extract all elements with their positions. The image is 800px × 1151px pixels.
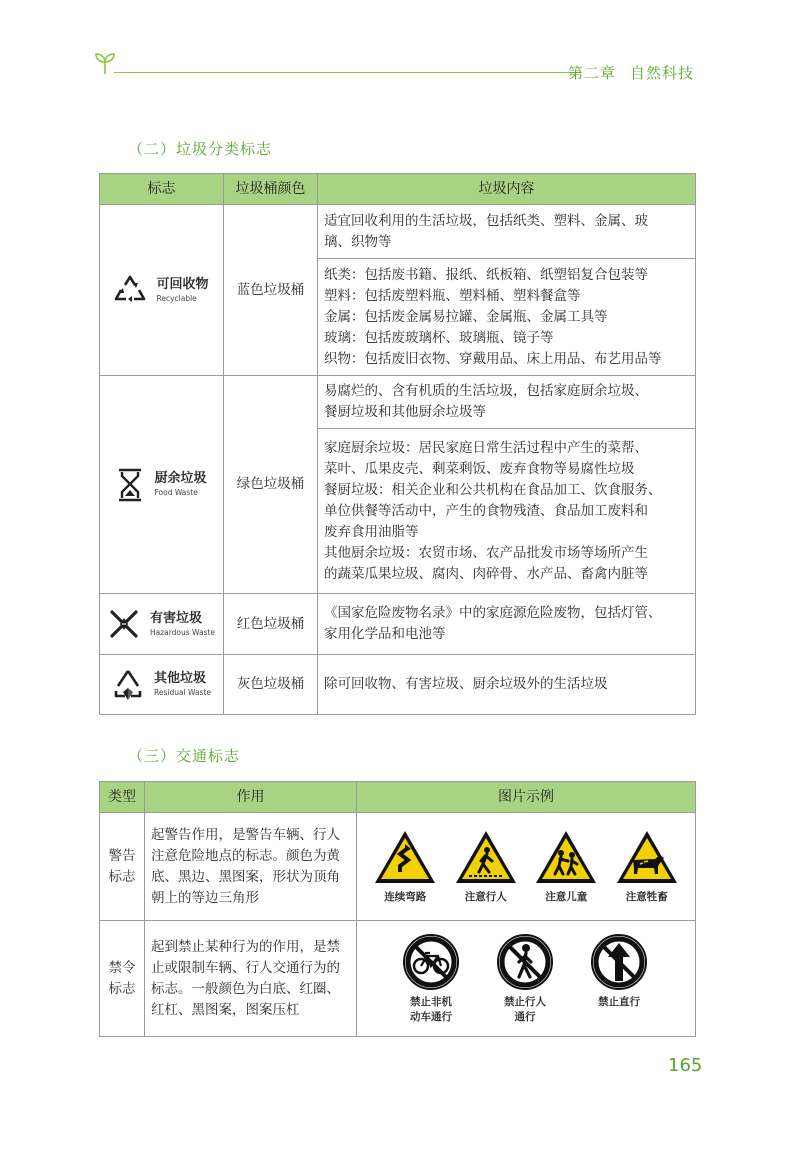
sign-cell xyxy=(100,376,224,594)
sign-example xyxy=(579,933,659,1010)
type-cell xyxy=(100,813,145,921)
sign-example xyxy=(485,933,565,1025)
type-cell xyxy=(100,921,145,1037)
bin-color-cell: 红色垃圾桶 xyxy=(224,594,318,655)
text-line: 其他厨余垃圾：农贸市场、农产品批发市场等场所产生 xyxy=(324,544,648,561)
table-row xyxy=(100,655,696,715)
col-header-function: 作用 xyxy=(145,782,357,813)
text-line: 塑料：包括废塑料瓶、塑料桶、塑料餐盒等 xyxy=(324,287,581,304)
detail-cell xyxy=(318,259,696,376)
sign-label xyxy=(504,995,546,1025)
sign-example xyxy=(526,828,606,905)
col-header-sign: 标志 xyxy=(100,174,224,205)
text-line: 标志 xyxy=(108,868,136,885)
summary-cell xyxy=(318,376,696,429)
examples-cell xyxy=(357,921,696,1037)
winding-road-warning-icon xyxy=(372,828,438,886)
sign-cell xyxy=(100,594,224,655)
hazardous-waste-icon xyxy=(108,608,140,640)
children-warning-icon xyxy=(533,828,599,886)
text-line: 标志。一般颜色为白底、红圈、 xyxy=(151,980,340,997)
table-row xyxy=(100,594,696,655)
text-line: 朝上的等边三角形 xyxy=(151,889,259,906)
sign-label: 注意儿童 xyxy=(545,891,588,903)
sign-example xyxy=(446,828,526,905)
sign-example xyxy=(607,828,687,905)
text-line: 单位供餐等活动中，产生的食物残渣、食品加工废料和 xyxy=(324,502,648,519)
text-line: 菜叶、瓜果皮壳、剩菜剩饭、废弃食物等易腐性垃圾 xyxy=(324,460,635,477)
text-line: 除可回收物、有害垃圾、厨余垃圾外的生活垃圾 xyxy=(324,676,608,692)
description-cell xyxy=(145,813,357,921)
table-row xyxy=(100,813,696,921)
sign-label: 注意行人 xyxy=(464,891,507,903)
table-header-row xyxy=(100,174,696,205)
text-line: 起到禁止某种行为的作用，是禁 xyxy=(151,938,340,955)
chapter-title: 自然科技 xyxy=(629,64,694,82)
text-line: 禁止非机 xyxy=(410,995,452,1008)
text-line: 《国家危险废物名录》中的家庭源危险废物，包括灯管、 xyxy=(324,605,662,621)
residual-waste-icon xyxy=(112,668,144,702)
text-line: 璃、织物等 xyxy=(324,233,392,250)
livestock-warning-icon xyxy=(614,828,680,886)
text-line: 禁令 xyxy=(108,959,136,976)
text-line: 止或限制车辆、行人交通行为的 xyxy=(151,959,340,976)
text-line: 适宜回收利用的生活垃圾，包括纸类、塑料、金属、玻 xyxy=(324,212,648,229)
text-line: 家用化学品和电池等 xyxy=(324,626,446,642)
waste-name: 厨余垃圾 xyxy=(154,471,207,486)
text-line: 标志 xyxy=(108,980,136,997)
section-title-waste: （二）垃圾分类标志 xyxy=(128,140,273,158)
text-line: 禁止行人 xyxy=(504,995,546,1008)
col-header-examples: 图片示例 xyxy=(357,782,696,813)
page-number: 165 xyxy=(668,1055,703,1076)
pedestrian-warning-icon xyxy=(453,828,519,886)
no-pedestrians-icon xyxy=(496,933,554,991)
sign-label xyxy=(598,995,640,1010)
no-straight-ahead-icon xyxy=(590,933,648,991)
chapter-number: 第二章 xyxy=(567,64,616,82)
sign-example xyxy=(365,828,445,905)
sign-cell xyxy=(100,655,224,715)
waste-name: 可回收物 xyxy=(156,276,209,292)
bin-color-cell: 灰色垃圾桶 xyxy=(224,655,318,715)
text-line: 玻璃：包括废玻璃杯、玻璃瓶、镜子等 xyxy=(324,329,554,346)
detail-cell xyxy=(318,429,696,594)
sign-cell xyxy=(100,205,224,376)
text-line: 底、黑边、黑图案，形状为顶角 xyxy=(151,868,340,885)
bin-color-cell: 蓝色垃圾桶 xyxy=(224,205,318,376)
text-line: 家庭厨余垃圾：居民家庭日常生活过程中产生的菜帮、 xyxy=(324,439,648,456)
bin-color-cell: 绿色垃圾桶 xyxy=(224,376,318,594)
sign-label: 注意牲畜 xyxy=(625,891,668,903)
text-line: 起警告作用，是警告车辆、行人 xyxy=(151,826,340,843)
text-line: 金属：包括废金属易拉罐、金属瓶、金属工具等 xyxy=(324,308,608,325)
text-line: 禁止直行 xyxy=(598,995,640,1008)
traffic-signs-table xyxy=(99,781,696,1037)
sign-example xyxy=(391,933,471,1025)
summary-cell xyxy=(318,655,696,715)
header-divider xyxy=(114,72,582,73)
page-header xyxy=(92,44,742,84)
waste-name-en: Recyclable xyxy=(156,293,197,303)
summary-cell xyxy=(318,205,696,259)
summary-cell xyxy=(318,594,696,655)
waste-name-en: Residual Waste xyxy=(153,688,212,697)
section-title-traffic: （三）交通标志 xyxy=(128,747,241,765)
text-line: 注意危险地点的标志。颜色为黄 xyxy=(151,847,340,864)
table-header-row xyxy=(100,782,696,813)
text-line: 织物：包括废旧衣物、穿戴用品、床上用品、布艺用品等 xyxy=(324,350,662,367)
no-non-motor-vehicles-icon xyxy=(402,933,460,991)
col-header-content: 垃圾内容 xyxy=(318,174,696,205)
table-row xyxy=(100,205,696,259)
recyclable-icon xyxy=(114,274,146,306)
text-line: 通行 xyxy=(514,1010,536,1023)
waste-name-en: Food Waste xyxy=(154,488,198,497)
table-row xyxy=(100,376,696,429)
text-line: 纸类：包括废书籍、报纸、纸板箱、纸塑铝复合包装等 xyxy=(324,266,648,283)
col-header-bin-color: 垃圾桶颜色 xyxy=(224,174,318,205)
chapter-heading xyxy=(568,62,694,83)
description-cell xyxy=(145,921,357,1037)
examples-cell xyxy=(357,813,696,921)
sign-label: 连续弯路 xyxy=(384,891,427,903)
text-line: 动车通行 xyxy=(410,1010,452,1023)
text-line: 红杠、黑图案，图案压杠 xyxy=(151,1001,300,1018)
waste-name: 其他垃圾 xyxy=(153,671,206,686)
text-line: 餐厨垃圾：相关企业和公共机构在食品加工、饮食服务、 xyxy=(324,481,662,498)
text-line: 易腐烂的、含有机质的生活垃圾，包括家庭厨余垃圾、 xyxy=(324,383,648,399)
waste-name-en: Hazardous Waste xyxy=(149,627,216,637)
food-waste-icon xyxy=(116,468,144,502)
waste-sorting-table xyxy=(99,173,696,715)
text-line: 警告 xyxy=(108,847,136,864)
waste-name: 有害垃圾 xyxy=(149,610,202,626)
col-header-type: 类型 xyxy=(100,782,145,813)
text-line: 餐厨垃圾和其他厨余垃圾等 xyxy=(324,404,486,420)
sign-label xyxy=(410,995,452,1025)
text-line: 的蔬菜瓜果垃圾、腐肉、肉碎骨、水产品、畜禽内脏等 xyxy=(324,565,648,582)
table-row xyxy=(100,921,696,1037)
text-line: 废弃食用油脂等 xyxy=(324,523,419,540)
